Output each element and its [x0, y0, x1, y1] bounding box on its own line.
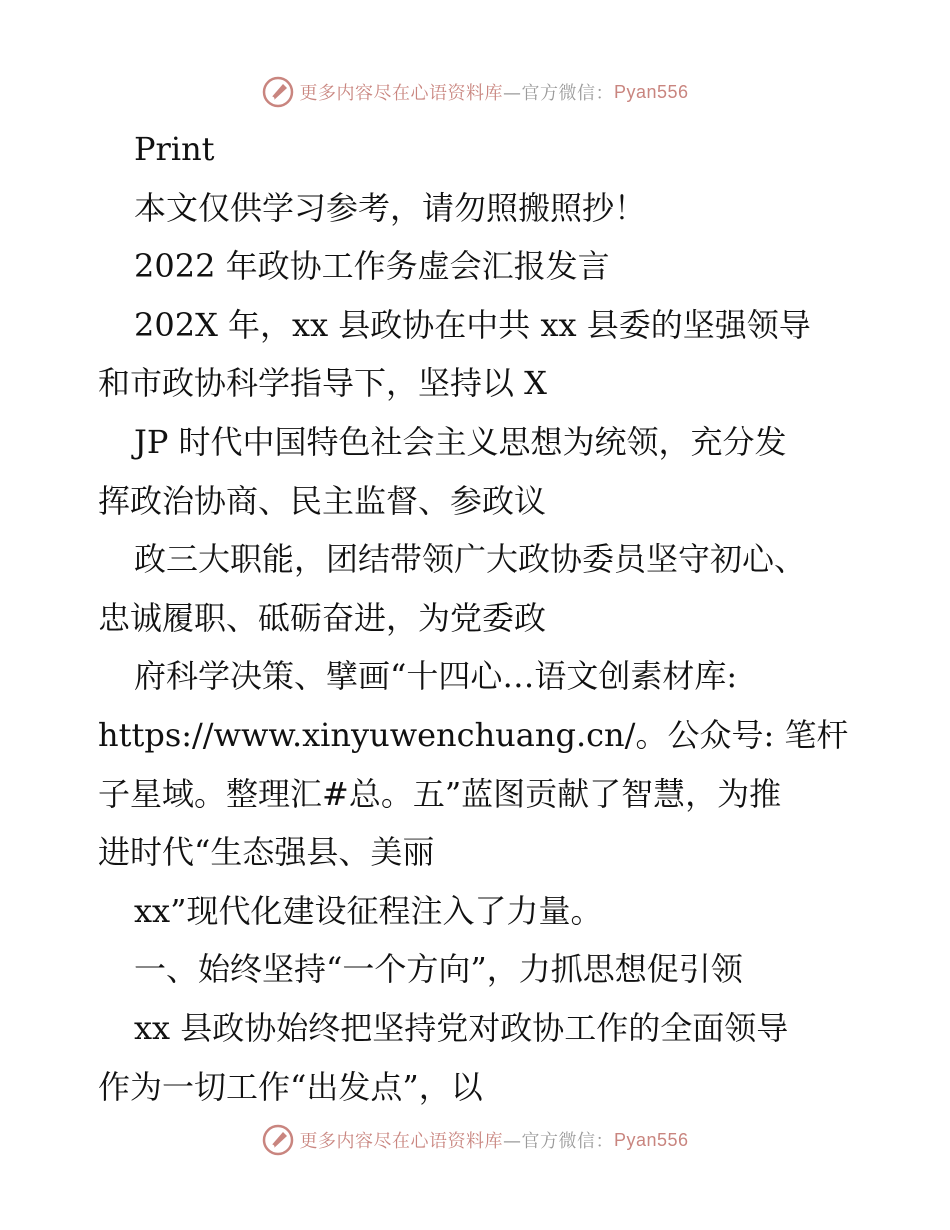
- text-line: JP 时代中国特色社会主义思想为统领，充分发: [134, 422, 787, 461]
- text-line: xx 县政协始终把坚持党对政协工作的全面领导: [134, 1008, 789, 1047]
- watermark-wechat-label: —官方微信：: [502, 83, 614, 104]
- text-line: https://www.xinyuwenchuang.cn/。公众号: 笔杆: [98, 715, 849, 754]
- text-line: 作为一切工作“出发点”，以: [98, 1067, 483, 1106]
- watermark-wechat-id: Pyan556: [613, 1129, 689, 1150]
- text-line: 进时代“生态强县、美丽: [98, 833, 435, 872]
- text-line: 一、始终坚持“一个方向”，力抓思想促引领: [134, 950, 743, 989]
- text-line: 本文仅供学习参考，请勿照搬照抄！: [134, 188, 647, 227]
- watermark-wechat-id: Pyan556: [613, 81, 689, 102]
- document-body: [98, 120, 858, 1116]
- text-line: xx”现代化建设征程注入了力量。: [134, 891, 603, 930]
- text-line: 子星域。整理汇#总。五”蓝图贡献了智慧，为推: [98, 774, 782, 813]
- text-line: Print: [134, 130, 215, 168]
- text-line: 府科学决策、擘画“十四心…语文创素材库:: [134, 657, 738, 696]
- text-line: 202X 年，xx 县政协在中共 xx 县委的坚强领导: [134, 305, 811, 344]
- text-line: 2022 年政协工作务虚会汇报发言: [134, 247, 610, 286]
- header-watermark: [0, 72, 950, 112]
- footer-watermark: [0, 1120, 950, 1160]
- text-line: 和市政协科学指导下，坚持以 X: [98, 364, 547, 403]
- quill-seal-logo-icon: [261, 1123, 295, 1157]
- watermark-text: 更多内容尽在心语资料库: [299, 83, 503, 104]
- text-line: 忠诚履职、砥砺奋进，为党委政: [98, 598, 547, 637]
- quill-seal-logo-icon: [261, 75, 295, 109]
- text-line: 挥政治协商、民主监督、参政议: [98, 481, 547, 520]
- watermark-text: 更多内容尽在心语资料库: [299, 1131, 503, 1152]
- text-line: 政三大职能，团结带领广大政协委员坚守初心、: [134, 540, 807, 579]
- watermark-wechat-label: —官方微信：: [502, 1131, 614, 1152]
